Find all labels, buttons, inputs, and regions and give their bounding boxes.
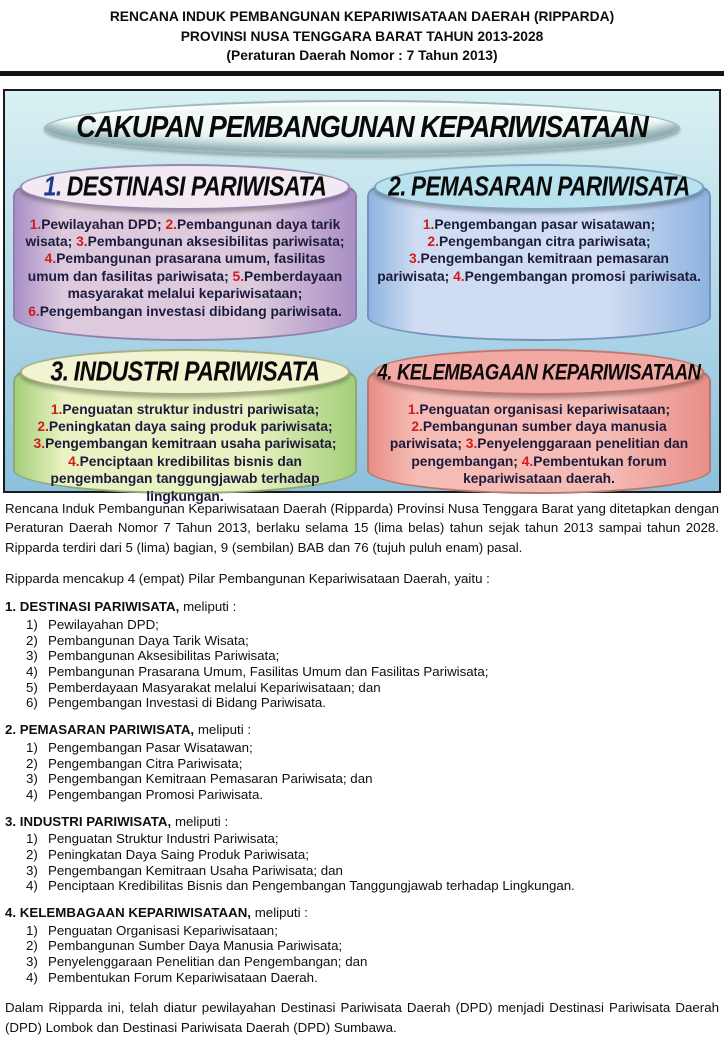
segment-number: 6.: [28, 303, 40, 319]
section-3-industri-pariwisata: [5, 814, 719, 894]
section-2-pemasaran-pariwisata: [5, 722, 719, 802]
segment-number: 4.: [44, 251, 57, 267]
segment-number: 3.: [76, 234, 88, 250]
intro-paragraph: Rencana Induk Pembangunan Kepariwisataan Daerah (Ripparda) Provinsi Nusa Tenggara Barat yang ditetapkan dengan Peraturan Daerah Nomor 7 Tahun 2013, berlaku selama 15 (lima belas) tahun sejak tahun 2013 sampai tahun 2028. Ripparda terdiri dari 5 (lima) bagian, 9 (sembilan) BAB dan 76 (tujuh puluh enam) pasal.: [5, 500, 719, 555]
section-2-heading: 2. PEMASARAN PARIWISATA, meliputi :: [5, 722, 252, 738]
list-item: [5, 954, 719, 970]
title-rule: [0, 71, 724, 76]
list-item: [5, 617, 719, 633]
list-item-marker: 3): [26, 954, 38, 970]
diagram-panel: [3, 89, 721, 504]
list-item-marker: 3): [26, 648, 38, 664]
pillar-4-kelembagaan-kepariwisataan: [367, 349, 711, 494]
list-item: [5, 695, 719, 711]
list-item-marker: 3): [26, 862, 38, 878]
segment-text: Pembangunan prasarana umum, fasilitas umum dan fasilitas pariwisata;: [27, 251, 326, 284]
segment-text: Pembangunan daya tarik wisata;: [25, 216, 341, 250]
list-item-marker: 1): [26, 831, 38, 847]
segment-text: Pembentukan forum kepariwisataan daerah.: [463, 453, 667, 487]
section-1-destinasi-pariwisata: [5, 599, 719, 711]
segment-number: 2.: [165, 216, 177, 232]
pillar-grid-top-row: [5, 156, 719, 341]
banner-label: CAKUPAN PEMBANGUNAN KEPARIWISATAAN: [76, 110, 648, 144]
pillar-3-items: [23, 401, 347, 505]
list-item-marker: 6): [26, 695, 38, 711]
segment-number: 2.: [427, 234, 439, 250]
segment-text: Pengembangan kemitraan pemasaran pariwisata;: [377, 251, 669, 284]
list-item-text: Pengembangan Kemitraan Pemasaran Pariwisata; dan: [48, 771, 373, 787]
section-2-list: [5, 740, 719, 803]
pillar-3-industri-pariwisata: [13, 349, 357, 504]
list-item-text: Pembangunan Daya Tarik Wisata;: [48, 632, 249, 648]
segment-text: Pengembangan investasi dibidang pariwisata.: [39, 303, 342, 319]
segment-number: 4.: [68, 453, 80, 469]
list-item-marker: 3): [26, 771, 38, 787]
list-item: [5, 831, 719, 847]
segment-number: 1.: [422, 216, 435, 232]
pillar-4-title-ellipse: [374, 349, 704, 395]
section-1-list: [5, 617, 719, 711]
pillar-4-items: [377, 401, 701, 488]
list-item: [5, 938, 719, 954]
list-item-text: Pengembangan Pasar Wisatawan;: [48, 739, 253, 755]
list-item-marker: 4): [26, 664, 38, 680]
header-title-line2: PROVINSI NUSA TENGGARA BARAT TAHUN 2013-2028: [180, 28, 544, 44]
pillar-grid-bottom-row: [5, 341, 719, 504]
list-item: [5, 863, 719, 879]
pillar-1-title: DESTINASI PARIWISATA: [66, 170, 327, 202]
pillar-2-title: PEMASARAN PARIWISATA: [411, 170, 690, 202]
list-item-text: Pengembangan Investasi di Bidang Pariwisata.: [48, 695, 326, 711]
segment-text: Penciptaan kredibilitas bisnis dan pengembangan tanggungjawab terhadap lingkungan.: [50, 453, 320, 504]
header-title-line3: (Peraturan Daerah Nomor : 7 Tahun 2013): [226, 48, 498, 64]
list-item: [5, 771, 719, 787]
segment-number: 1.: [29, 216, 42, 232]
list-item-text: Pembangunan Aksesibilitas Pariwisata;: [48, 648, 280, 664]
section-3-list: [5, 831, 719, 894]
list-item-text: Penguatan Struktur Industri Pariwisata;: [48, 831, 279, 847]
segment-text: Penguatan struktur industri pariwisata;: [62, 401, 320, 417]
list-item-marker: 4): [26, 969, 38, 985]
pillar-4-title: KELEMBAGAAN KEPARIWISATAAN: [396, 358, 701, 384]
list-item-text: Pewilayahan DPD;: [48, 617, 159, 633]
segment-number: 3.: [465, 436, 478, 452]
pillar-2-body: [367, 187, 711, 341]
pillar-1-title-ellipse: [20, 164, 350, 210]
pillar-4-number: 4.: [377, 358, 392, 384]
segment-text: Pembangunan sumber daya manusia pariwisata;: [389, 419, 667, 452]
segment-text: Pengembangan kemitraan usaha pariwisata;: [45, 436, 337, 452]
list-item-text: Penguatan Organisasi Kepariwisataan;: [48, 922, 278, 938]
list-item-text: Pembentukan Forum Kepariwisataan Daerah.: [48, 969, 318, 985]
list-item: [5, 664, 719, 680]
document-header: [0, 0, 724, 66]
list-item-marker: 4): [26, 878, 38, 894]
list-item-text: Pengembangan Citra Pariwisata;: [48, 755, 243, 771]
list-item-text: Pembangunan Sumber Daya Manusia Pariwisata;: [48, 938, 343, 954]
section-4-heading: 4. KELEMBAGAAN KEPARIWISATAAN, meliputi :: [5, 905, 308, 921]
segment-text: Pengembangan citra pariwisata;: [438, 234, 651, 250]
list-item: [5, 787, 719, 803]
segment-text: Penyelenggaraan penelitian dan pengembangan;: [411, 436, 689, 469]
segment-text: Penguatan organisasi kepariwisataan;: [419, 401, 671, 417]
segment-text: Pembangunan aksesibilitas pariwisata;: [87, 234, 345, 250]
segment-number: 1.: [50, 401, 63, 417]
list-item-text: Penciptaan Kredibilitas Bisnis dan Pengembangan Tanggungjawab terhadap Lingkungan.: [48, 878, 575, 894]
pillar-1-destinasi-pariwisata: [13, 164, 357, 341]
segment-number: 4.: [453, 268, 465, 284]
list-item: [5, 740, 719, 756]
pillar-3-number: 3.: [50, 355, 69, 387]
segment-number: 4.: [521, 453, 534, 469]
list-item: [5, 847, 719, 863]
list-item-marker: 2): [26, 846, 38, 862]
list-item-marker: 2): [26, 632, 38, 648]
segment-text: Pewilayahan DPD;: [41, 216, 166, 232]
pillar-1-body: [13, 187, 357, 341]
list-item: [5, 648, 719, 664]
pillar-2-pemasaran-pariwisata: [367, 164, 711, 341]
pillar-2-title-ellipse: [374, 164, 704, 210]
list-item-marker: 5): [26, 679, 38, 695]
list-item-text: Pengembangan Kemitraan Usaha Pariwisata; dan: [48, 862, 343, 878]
segment-number: 5.: [232, 268, 245, 284]
list-item: [5, 680, 719, 696]
section-4-list: [5, 923, 719, 986]
segment-number: 3.: [33, 436, 46, 452]
pillar-1-number: 1.: [43, 170, 62, 202]
list-item-text: Penyelenggaraan Penelitian dan Pengembangan; dan: [48, 954, 368, 970]
section-3-heading: 3. INDUSTRI PARIWISATA, meliputi :: [5, 813, 229, 829]
segment-number: 1.: [407, 401, 420, 417]
segment-text: Pemberdayaan masyarakat melalui kepariwisataan;: [67, 268, 343, 302]
document-body: [0, 499, 724, 1037]
section-1-heading: 1. DESTINASI PARIWISATA, meliputi :: [5, 599, 237, 615]
list-item: [5, 756, 719, 772]
list-item-text: Peningkatan Daya Saing Produk Pariwisata;: [48, 846, 309, 862]
list-item-marker: 1): [26, 617, 38, 633]
pillar-3-title: INDUSTRI PARIWISATA: [73, 355, 320, 387]
segment-text: Pengembangan pasar wisatawan;: [434, 216, 656, 232]
segment-number: 2.: [411, 419, 423, 435]
list-item-text: Pemberdayaan Masyarakat melalui Kepariwisataan; dan: [48, 679, 381, 695]
pillar-3-title-ellipse: [20, 349, 350, 395]
list-item-marker: 1): [26, 739, 38, 755]
list-item-marker: 1): [26, 922, 38, 938]
list-item-marker: 2): [26, 755, 38, 771]
header-title-line1: RENCANA INDUK PEMBANGUNAN KEPARIWISATAAN DAERAH (RIPPARDA): [109, 9, 615, 24]
list-item: [5, 923, 719, 939]
list-item-text: Pengembangan Promosi Pariwisata.: [48, 786, 264, 802]
list-item-marker: 4): [26, 786, 38, 802]
segment-text: Pengembangan promosi pariwisata.: [464, 268, 701, 284]
segment-text: Peningkatan daya saing produk pariwisata;: [48, 419, 333, 435]
segment-number: 3.: [409, 251, 421, 267]
closing-paragraph: Dalam Ripparda ini, telah diatur pewilayahan Destinasi Pariwisata Daerah (DPD) menjadi Destinasi Pariwisata Daerah (DPD) Lombok dan Destinasi Pariwisata Daerah (DPD) Sumbawa.: [5, 1000, 719, 1035]
pillar-1-items: [23, 216, 347, 320]
list-item: [5, 878, 719, 894]
pillar-2-items: [377, 216, 701, 286]
list-item: [5, 970, 719, 986]
list-item-marker: 2): [26, 938, 38, 954]
pillars-lead-paragraph: Ripparda mencakup 4 (empat) Pilar Pembangunan Kepariwisataan Daerah, yaitu :: [5, 570, 490, 586]
banner-ellipse: [44, 100, 680, 156]
section-4-kelembagaan-kepariwisataan: [5, 905, 719, 985]
segment-number: 2.: [37, 419, 49, 435]
list-item: [5, 633, 719, 649]
list-item-text: Pembangunan Prasarana Umum, Fasilitas Umum dan Fasilitas Pariwisata;: [48, 664, 489, 680]
pillar-2-number: 2.: [388, 170, 406, 202]
